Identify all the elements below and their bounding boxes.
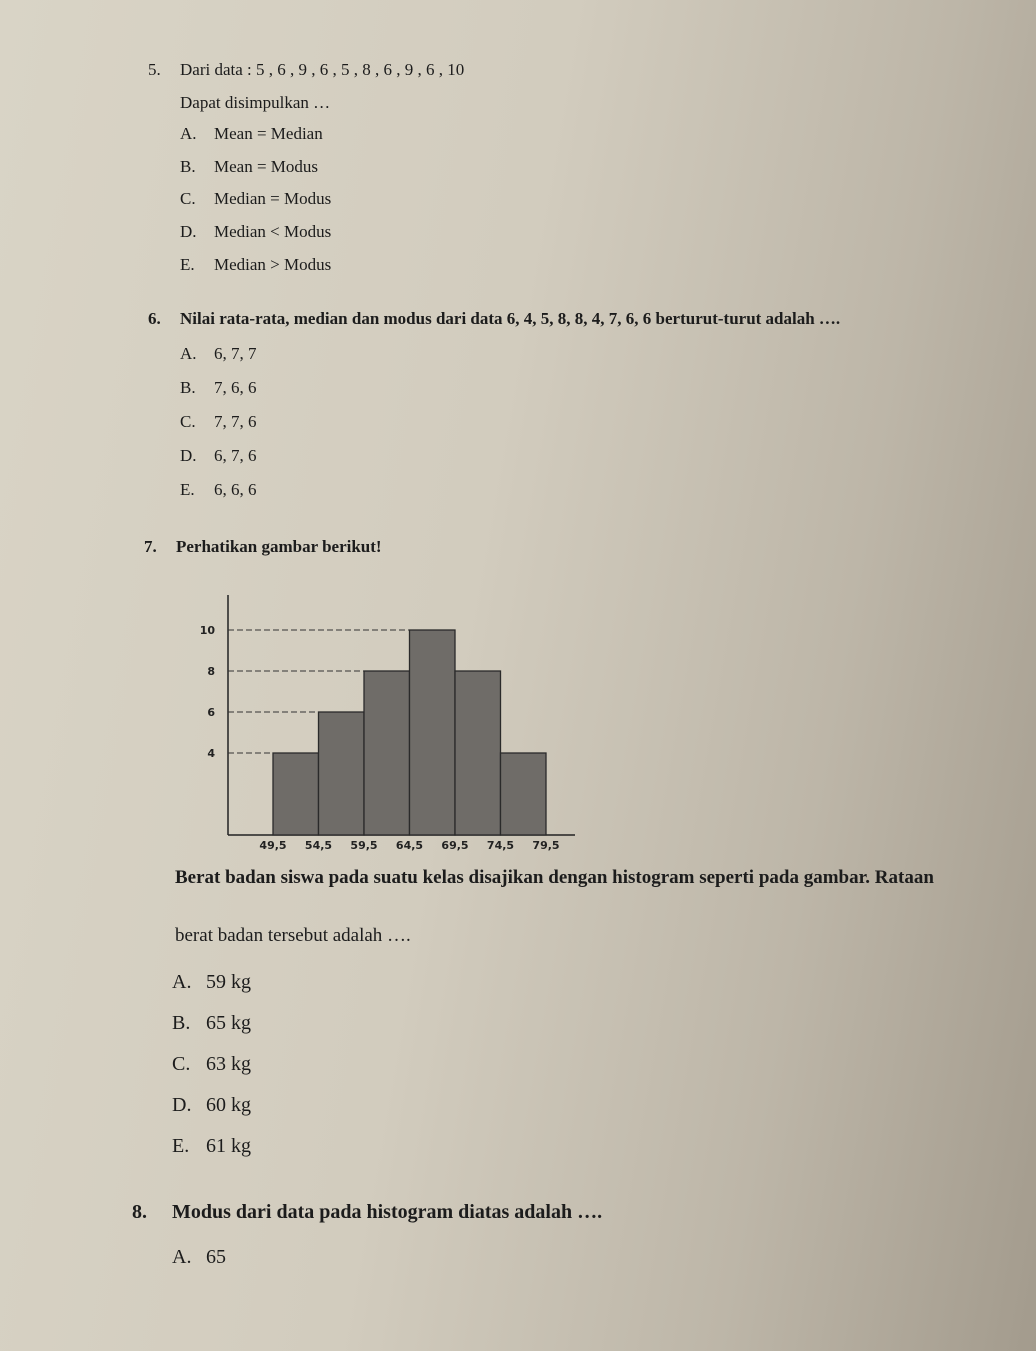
option-letter: A. xyxy=(180,124,197,143)
histogram-bar xyxy=(319,712,365,835)
q8-text: Modus dari data pada histogram diatas adalah …. xyxy=(172,1201,603,1223)
q6-option-c[interactable] xyxy=(180,412,257,432)
x-tick-label: 74,5 xyxy=(486,839,515,852)
q5-option-b[interactable] xyxy=(180,157,318,177)
q6-text: Nilai rata-rata, median dan modus dari data 6, 4, 5, 8, 8, 4, 7, 6, 6 berturut-turut adalah …. xyxy=(180,309,841,328)
q6-option-a[interactable] xyxy=(180,344,257,364)
option-text: 65 kg xyxy=(206,1012,251,1034)
option-letter: C. xyxy=(172,1053,191,1075)
option-text: 65 xyxy=(206,1246,226,1268)
q7-option-a[interactable] xyxy=(172,971,251,994)
q8-stem xyxy=(132,1201,602,1224)
option-text: 6, 7, 6 xyxy=(214,446,257,465)
option-text: 63 kg xyxy=(206,1053,251,1075)
q5-stem xyxy=(148,60,464,80)
option-letter: A. xyxy=(172,1246,192,1268)
option-letter: E. xyxy=(180,255,195,274)
y-tick-label: 4 xyxy=(207,747,215,760)
option-text: 6, 7, 7 xyxy=(214,344,257,363)
q7-option-c[interactable] xyxy=(172,1053,251,1076)
q7-option-b[interactable] xyxy=(172,1012,251,1035)
option-letter: A. xyxy=(180,344,197,363)
q5-option-c[interactable] xyxy=(180,189,331,209)
q5-option-d[interactable] xyxy=(180,222,331,242)
option-text: Mean = Median xyxy=(214,124,323,143)
option-letter: E. xyxy=(172,1135,190,1157)
option-letter: C. xyxy=(180,412,196,431)
q7-text: Perhatikan gambar berikut! xyxy=(176,537,382,556)
option-letter: B. xyxy=(180,157,196,176)
q7-option-d[interactable] xyxy=(172,1094,251,1117)
option-text: 61 kg xyxy=(206,1135,251,1157)
q8-option-a[interactable] xyxy=(172,1246,226,1269)
option-text: Median > Modus xyxy=(214,255,332,274)
option-letter: B. xyxy=(172,1012,191,1034)
q5-number: 5. xyxy=(148,60,161,79)
histogram-bar xyxy=(273,753,319,835)
histogram-bar xyxy=(410,630,456,835)
q6-number: 6. xyxy=(148,309,161,328)
option-text: 7, 6, 6 xyxy=(214,378,257,397)
option-letter: B. xyxy=(180,378,196,397)
histogram-bar xyxy=(501,753,547,835)
q5-text: Dari data : 5 , 6 , 9 , 6 , 5 , 8 , 6 , 9 , 6 , 10 xyxy=(180,60,465,79)
q7-description-line1: Berat badan siswa pada suatu kelas disajikan dengan histogram seperti pada gambar. Rataan xyxy=(175,867,934,888)
q6-option-b[interactable] xyxy=(180,378,257,398)
option-text: 6, 6, 6 xyxy=(214,480,257,499)
option-text: 59 kg xyxy=(206,971,251,993)
x-tick-label: 49,5 xyxy=(259,839,287,852)
y-tick-label: 8 xyxy=(207,665,215,678)
histogram-chart xyxy=(185,585,605,860)
q5-subtext: Dapat disimpulkan … xyxy=(180,93,331,112)
q5-option-e[interactable] xyxy=(180,255,331,275)
q8-number: 8. xyxy=(132,1201,147,1223)
q6-stem xyxy=(148,309,840,329)
q6-option-d[interactable] xyxy=(180,446,257,466)
x-tick-label: 59,5 xyxy=(350,839,378,852)
option-text: 60 kg xyxy=(206,1094,251,1116)
option-letter: D. xyxy=(180,446,197,465)
option-letter: C. xyxy=(180,189,196,208)
option-letter: D. xyxy=(180,222,197,241)
option-text: Mean = Modus xyxy=(214,157,319,176)
option-text: Median = Modus xyxy=(214,189,332,208)
q7-number: 7. xyxy=(144,537,157,556)
q7-description-line2: berat badan tersebut adalah …. xyxy=(175,925,411,946)
y-tick-label: 10 xyxy=(199,624,215,637)
option-letter: A. xyxy=(172,971,192,993)
y-tick-label: 6 xyxy=(207,706,215,719)
x-tick-label: 79,5 xyxy=(532,839,560,852)
option-letter: D. xyxy=(172,1094,192,1116)
q7-option-e[interactable] xyxy=(172,1135,251,1158)
x-tick-label: 54,5 xyxy=(304,839,333,852)
option-text: Median < Modus xyxy=(214,222,332,241)
q7-stem xyxy=(144,537,382,557)
option-text: 7, 7, 6 xyxy=(214,412,257,431)
x-tick-label: 69,5 xyxy=(441,839,469,852)
histogram-bar xyxy=(455,671,501,835)
q6-option-e[interactable] xyxy=(180,480,257,500)
option-letter: E. xyxy=(180,480,195,499)
x-tick-label: 64,5 xyxy=(395,839,424,852)
histogram-bar xyxy=(364,671,410,835)
q5-option-a[interactable] xyxy=(180,124,323,144)
